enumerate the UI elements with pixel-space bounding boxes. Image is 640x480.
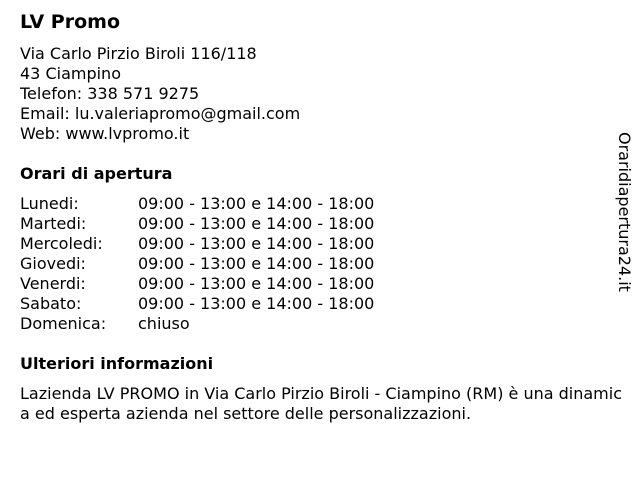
- opening-hours-heading: Orari di apertura: [20, 164, 173, 183]
- hours-value: chiuso: [138, 314, 190, 333]
- phone-number: Telefon: 338 571 9275: [20, 84, 200, 103]
- more-info-heading: Ulteriori informazioni: [20, 354, 214, 373]
- hours-value: 09:00 - 13:00 e 14:00 - 18:00: [138, 214, 375, 233]
- day-label: Giovedi:: [20, 254, 86, 273]
- day-label: Mercoledi:: [20, 234, 103, 253]
- hours-row-friday: [20, 274, 440, 294]
- day-label: Domenica:: [20, 314, 107, 333]
- hours-row-wednesday: [20, 234, 440, 254]
- address-line-1: Via Carlo Pirzio Biroli 116/118: [20, 44, 257, 63]
- day-label: Martedi:: [20, 214, 87, 233]
- hours-value: 09:00 - 13:00 e 14:00 - 18:00: [138, 194, 375, 213]
- business-name: LV Promo: [20, 11, 121, 33]
- hours-row-saturday: [20, 294, 440, 314]
- hours-row-monday: [20, 194, 440, 214]
- contact-details: [20, 44, 300, 144]
- day-label: Lunedi:: [20, 194, 79, 213]
- brand-watermark: Oraridiapertura24.it: [615, 132, 634, 292]
- hours-row-tuesday: [20, 214, 440, 234]
- hours-value: 09:00 - 13:00 e 14:00 - 18:00: [138, 274, 375, 293]
- website: Web: www.lvpromo.it: [20, 124, 190, 143]
- hours-value: 09:00 - 13:00 e 14:00 - 18:00: [138, 294, 375, 313]
- email-address: Email: lu.valeriapromo@gmail.com: [20, 104, 301, 123]
- day-label: Sabato:: [20, 294, 82, 313]
- address-line-2: 43 Ciampino: [20, 64, 121, 83]
- opening-hours-table: [20, 194, 440, 334]
- hours-row-sunday: [20, 314, 440, 334]
- day-label: Venerdi:: [20, 274, 86, 293]
- hours-value: 09:00 - 13:00 e 14:00 - 18:00: [138, 234, 375, 253]
- hours-row-thursday: [20, 254, 440, 274]
- more-info-text: Lazienda LV PROMO in Via Carlo Pirzio Biroli - Ciampino (RM) è una dinamica ed esperta azienda nel settore delle personalizzazioni.: [20, 384, 623, 423]
- hours-value: 09:00 - 13:00 e 14:00 - 18:00: [138, 254, 375, 273]
